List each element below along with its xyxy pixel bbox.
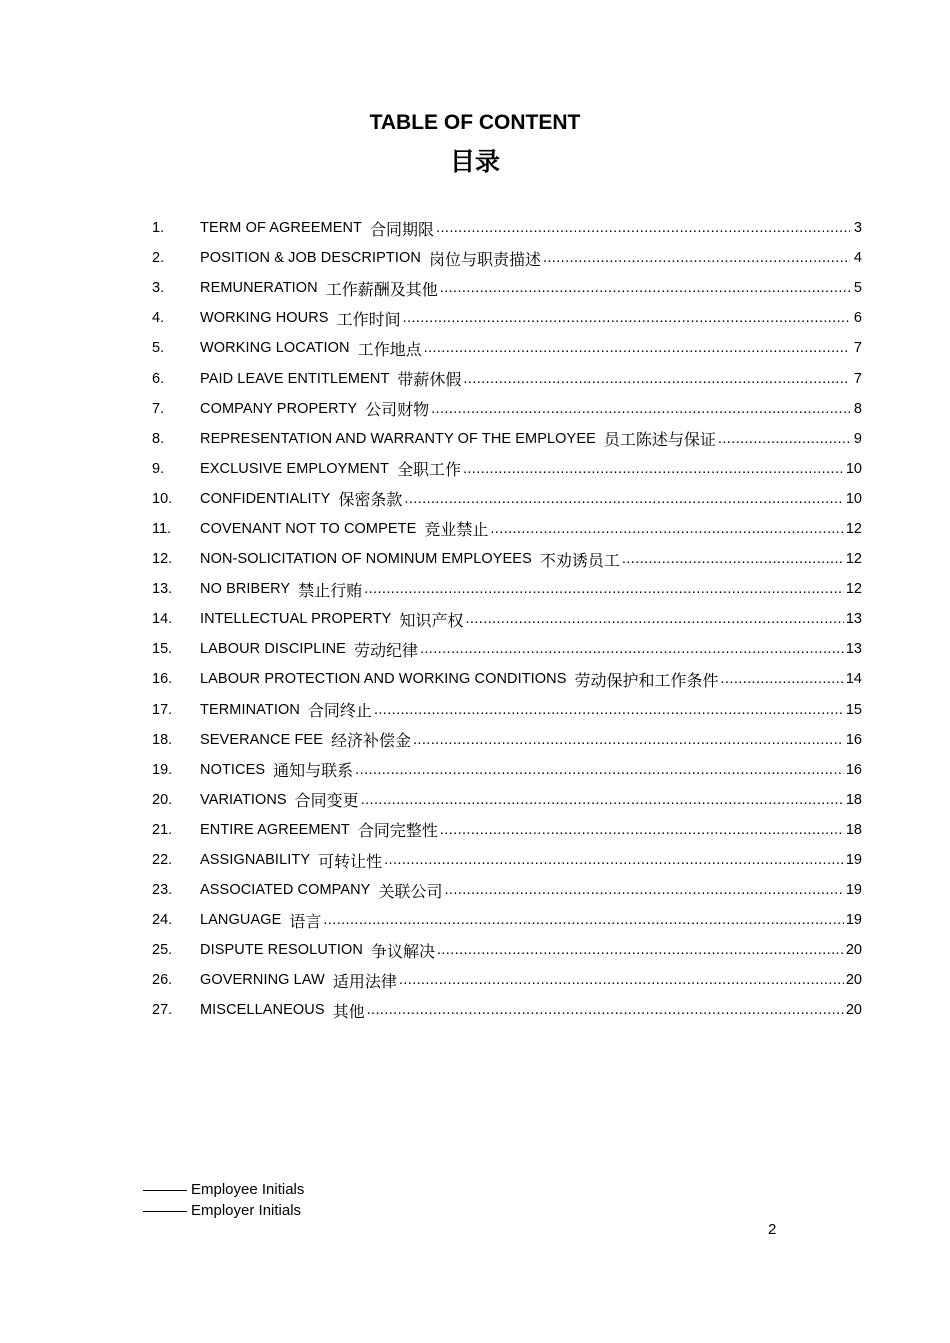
toc-dot-leader: [440, 279, 850, 297]
toc-entry-title-chinese: 合同终止: [307, 703, 372, 721]
toc-entry[interactable]: [152, 845, 862, 875]
toc-entry-title-chinese: 经济补偿金: [330, 733, 411, 751]
toc-entry-title-chinese: 其他: [332, 1003, 365, 1021]
toc-entry[interactable]: [152, 333, 862, 363]
toc-entry-title: WORKING LOCATION: [200, 340, 350, 357]
toc-dot-leader: [404, 490, 843, 508]
toc-entry-number: 6.: [152, 370, 165, 387]
toc-entry-number: 7.: [152, 400, 165, 417]
toc-dot-leader: [444, 881, 843, 899]
toc-entry-title: LABOUR PROTECTION AND WORKING CONDITIONS: [200, 671, 567, 688]
toc-entry[interactable]: [152, 695, 862, 725]
toc-entry-page: 19: [845, 882, 862, 899]
employee-initials-label: Employee Initials: [191, 1181, 305, 1198]
toc-entry-page: 6: [853, 310, 862, 327]
toc-entry-title: LABOUR DISCIPLINE: [200, 641, 346, 658]
toc-entry-title-chinese: 适用法律: [332, 973, 397, 991]
toc-entry-title-chinese: 工作薪酬及其他: [325, 281, 438, 299]
employer-initials-line: [143, 1200, 301, 1221]
toc-entry-page: 3: [853, 220, 862, 237]
toc-entry[interactable]: [152, 213, 862, 243]
toc-dot-leader: [355, 761, 844, 779]
toc-dot-leader: [367, 1001, 844, 1019]
toc-entry-number: 5.: [152, 340, 165, 357]
toc-entry-page: 20: [845, 972, 862, 989]
toc-entry-title: COVENANT NOT TO COMPETE: [200, 520, 417, 537]
toc-dot-leader: [361, 791, 844, 809]
toc-entry-number: 8.: [152, 430, 165, 447]
toc-entry-number: 13.: [152, 581, 173, 598]
toc-dot-leader: [413, 731, 844, 749]
toc-entry-page: 10: [845, 460, 862, 477]
toc-entry-title: DISPUTE RESOLUTION: [200, 942, 363, 959]
toc-entry-number: 26.: [152, 972, 173, 989]
toc-dot-leader: [384, 851, 844, 869]
toc-dot-leader: [543, 249, 850, 267]
toc-title-english: TABLE OF CONTENT: [369, 111, 581, 134]
toc-entry-title-chinese: 合同完整性: [357, 823, 438, 841]
toc-entry-title-chinese: 劳动纪律: [353, 642, 418, 660]
toc-entry-number: 3.: [152, 280, 165, 297]
toc-dot-leader: [424, 339, 850, 357]
toc-entry-title-chinese: 带薪休假: [397, 372, 462, 390]
toc-entry[interactable]: [152, 574, 862, 604]
toc-entry-page: 7: [853, 340, 862, 357]
toc-entry-page: 7: [853, 370, 862, 387]
toc-entry-title-chinese: 岗位与职责描述: [428, 251, 541, 269]
toc-entry-title-chinese: 保密条款: [338, 492, 403, 510]
toc-entry-title: MISCELLANEOUS: [200, 1002, 325, 1019]
toc-entry-title: TERMINATION: [200, 701, 300, 718]
toc-entry[interactable]: [152, 363, 862, 393]
initials-blank: [143, 1190, 187, 1191]
toc-dot-leader: [721, 670, 844, 688]
toc-entry-page: 12: [845, 551, 862, 568]
toc-entry-number: 10.: [152, 490, 173, 507]
toc-entry-title: PAID LEAVE ENTITLEMENT: [200, 370, 390, 387]
toc-entry-title: VARIATIONS: [200, 791, 287, 808]
toc-entry-page: 20: [845, 942, 862, 959]
toc-entry-title: NOTICES: [200, 761, 266, 778]
toc-entry-title: ASSIGNABILITY: [200, 852, 311, 869]
toc-dot-leader: [399, 971, 844, 989]
employer-initials-label: Employer Initials: [191, 1202, 302, 1219]
toc-entry-title: WORKING HOURS: [200, 310, 329, 327]
toc-entry[interactable]: [152, 604, 862, 634]
toc-entry-page: 18: [845, 791, 862, 808]
toc-entry-title: NON-SOLICITATION OF NOMINUM EMPLOYEES: [200, 551, 532, 568]
toc-entry[interactable]: [152, 935, 862, 965]
toc-dot-leader: [437, 941, 844, 959]
toc-entry-number: 9.: [152, 460, 165, 477]
toc-entry[interactable]: [152, 243, 862, 273]
toc-entry-title-chinese: 员工陈述与保证: [603, 432, 716, 450]
toc-entry[interactable]: [152, 905, 862, 935]
toc-entry-page: 12: [845, 581, 862, 598]
toc-entry[interactable]: [152, 544, 862, 574]
toc-entry-number: 20.: [152, 791, 173, 808]
toc-entry[interactable]: [152, 273, 862, 303]
toc-entry[interactable]: [152, 995, 862, 1025]
toc-entry-page: 16: [845, 731, 862, 748]
toc-entry-page: 4: [853, 250, 862, 267]
toc-entry-title-chinese: 工作时间: [336, 311, 401, 329]
toc-entry-title: ENTIRE AGREEMENT: [200, 821, 350, 838]
toc-dot-leader: [440, 821, 844, 839]
toc-entry[interactable]: [152, 725, 862, 755]
toc-entry-title-chinese: 争议解决: [370, 943, 435, 961]
toc-entry-title-chinese: 合同期限: [370, 221, 435, 239]
toc-entry-title-chinese: 竞业禁止: [424, 522, 489, 540]
toc-entry-page: 16: [845, 761, 862, 778]
toc-entry-number: 17.: [152, 701, 173, 718]
toc-entry-title-chinese: 劳动保护和工作条件: [574, 672, 719, 690]
toc-entry-title-chinese: 公司财物: [365, 402, 430, 420]
toc-dot-leader: [463, 370, 850, 388]
employee-initials-line: [143, 1179, 304, 1200]
toc-entry[interactable]: [152, 634, 862, 664]
toc-entry-title: CONFIDENTIALITY: [200, 490, 331, 507]
toc-entry-page: 13: [845, 611, 862, 628]
toc-entry-number: 21.: [152, 821, 173, 838]
toc-entry-page: 10: [845, 490, 862, 507]
toc-entry-number: 1.: [152, 220, 165, 237]
toc-entry-title: SEVERANCE FEE: [200, 731, 323, 748]
toc-title-chinese: 目录: [449, 148, 500, 176]
toc-entry-title-chinese: 关联公司: [378, 883, 443, 901]
toc-entry-title: EXCLUSIVE EMPLOYMENT: [200, 460, 389, 477]
toc-dot-leader: [490, 520, 843, 538]
toc-entry-title-chinese: 合同变更: [294, 793, 359, 811]
initials-blank: [143, 1211, 187, 1212]
toc-entry[interactable]: [152, 303, 862, 333]
toc-entry-page: 9: [853, 430, 862, 447]
toc-entry-title: REMUNERATION: [200, 280, 318, 297]
toc-entry-title: ASSOCIATED COMPANY: [200, 882, 371, 899]
toc-entry-number: 24.: [152, 912, 173, 929]
toc-entry[interactable]: [152, 424, 862, 454]
toc-entry-page: 15: [845, 701, 862, 718]
toc-dot-leader: [364, 580, 844, 598]
toc-entry-page: 19: [845, 912, 862, 929]
toc-entry-title-chinese: 知识产权: [399, 612, 464, 630]
toc-entry-number: 25.: [152, 942, 173, 959]
toc-entry-title: POSITION & JOB DESCRIPTION: [200, 250, 421, 267]
toc-entry-number: 18.: [152, 731, 173, 748]
toc-entry-title-chinese: 全职工作: [396, 462, 461, 480]
toc-entry-page: 14: [845, 671, 862, 688]
toc-entry-number: 4.: [152, 310, 165, 327]
toc-entry-number: 11.: [152, 520, 172, 537]
toc-entry[interactable]: [152, 514, 862, 544]
toc-entry-number: 22.: [152, 852, 173, 869]
toc-entry-number: 27.: [152, 1002, 173, 1019]
toc-entry-title-chinese: 通知与联系: [273, 763, 354, 781]
toc-dot-leader: [323, 911, 843, 929]
toc-entry[interactable]: [152, 664, 862, 694]
toc-entry-title: GOVERNING LAW: [200, 972, 325, 989]
toc-entry-title-chinese: 不劝诱员工: [539, 552, 620, 570]
toc-entry-number: 2.: [152, 250, 165, 267]
toc-entry-title: REPRESENTATION AND WARRANTY OF THE EMPLOYEE: [200, 430, 596, 447]
page-number: 2: [768, 1221, 777, 1238]
table-of-contents: [152, 213, 862, 1026]
toc-entry-number: 16.: [152, 671, 173, 688]
toc-dot-leader: [374, 701, 844, 719]
toc-entry[interactable]: [152, 815, 862, 845]
toc-entry[interactable]: [152, 394, 862, 424]
toc-entry-page: 13: [845, 641, 862, 658]
toc-entry-number: 19.: [152, 761, 173, 778]
toc-entry[interactable]: [152, 484, 862, 514]
toc-dot-leader: [403, 309, 850, 327]
toc-entry-title: TERM OF AGREEMENT: [200, 220, 363, 237]
toc-entry-page: 20: [845, 1002, 862, 1019]
toc-entry-title: COMPANY PROPERTY: [200, 400, 358, 417]
toc-dot-leader: [622, 550, 844, 568]
toc-entry-page: 19: [845, 852, 862, 869]
toc-entry-title-chinese: 可转让性: [318, 853, 383, 871]
toc-dot-leader: [420, 640, 844, 658]
toc-entry-page: 8: [853, 400, 862, 417]
toc-entry[interactable]: [152, 965, 862, 995]
toc-entry[interactable]: [152, 454, 862, 484]
toc-dot-leader: [463, 460, 844, 478]
toc-dot-leader: [718, 430, 850, 448]
toc-entry-title-chinese: 工作地点: [357, 341, 422, 359]
toc-entry-title: LANGUAGE: [200, 912, 282, 929]
toc-entry-title-chinese: 语言: [289, 913, 322, 931]
toc-entry-page: 5: [853, 280, 862, 297]
toc-dot-leader: [436, 219, 850, 237]
toc-entry-title: INTELLECTUAL PROPERTY: [200, 611, 392, 628]
toc-entry-title: NO BRIBERY: [200, 581, 291, 598]
toc-entry-page: 12: [845, 520, 862, 537]
toc-entry-number: 23.: [152, 882, 173, 899]
toc-dot-leader: [431, 400, 850, 418]
toc-entry[interactable]: [152, 755, 862, 785]
toc-dot-leader: [465, 610, 843, 628]
toc-entry[interactable]: [152, 875, 862, 905]
toc-entry-title-chinese: 禁止行贿: [298, 582, 363, 600]
toc-entry-page: 18: [845, 821, 862, 838]
toc-entry-number: 12.: [152, 551, 173, 568]
toc-entry[interactable]: [152, 785, 862, 815]
toc-entry-number: 15.: [152, 641, 173, 658]
toc-entry-number: 14.: [152, 611, 173, 628]
